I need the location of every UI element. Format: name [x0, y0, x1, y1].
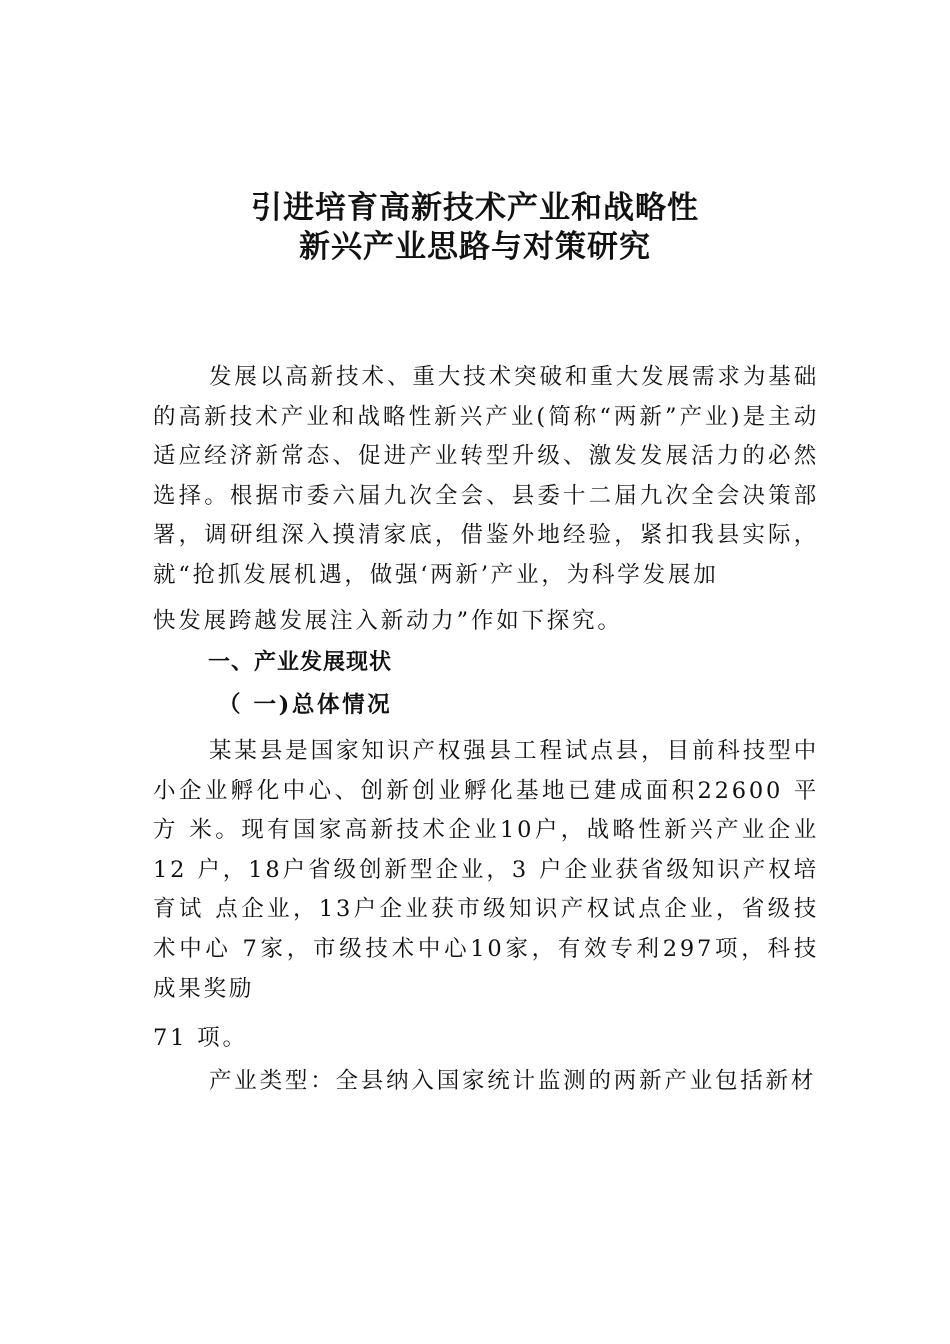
- intro-last-line: 快发展跨越发展注入新动力”作如下探究。: [153, 608, 623, 634]
- section-heading-industry-status: 一、产业发展现状: [208, 650, 393, 675]
- intro-paragraph: 发展以高新技术、重大技术突破和重大发展需求为基础的高新技术产业和战略性新兴产业(简称“两新”产业)是主动适应经济新常态、促进产业转型升级、激发发展活力的必然选择。根据市委六届九次全会、县委十二届九次全会决策部署，调研组深入摸清家底，借鉴外地经验，紧扣我县实际，就“抢抓发展机遇，做强‘两新’产业，为科学发展加: [153, 364, 819, 588]
- document-title-line-1: 引进培育高新技术产业和战略性: [251, 190, 699, 226]
- intro-section: [153, 358, 819, 596]
- document-title-line-2: 新兴产业思路与对策研究: [299, 229, 651, 265]
- industry-type-line: 产业类型：全县纳入国家统计监测的两新产业包括新材: [209, 1068, 817, 1094]
- overview-tail: 71 项。: [153, 1025, 248, 1051]
- subsection-heading-overview: （ 一)总体情况: [218, 692, 393, 718]
- overview-paragraph: 某某县是国家知识产权强县工程试点县，目前科技型中小企业孵化中心、创新创业孵化基地已建成面积22600 平方 米。现有国家高新技术企业10户，战略性新兴产业企业12 户，18户省级创新型企业，3 户企业获省级知识产权培育试 点企业，13户企业获市级知识产权试点企业，省级技术中心 7家，市级技术中心10家，有效专利297项，科技成果奖励: [153, 738, 819, 1002]
- overview-section: [153, 732, 819, 1009]
